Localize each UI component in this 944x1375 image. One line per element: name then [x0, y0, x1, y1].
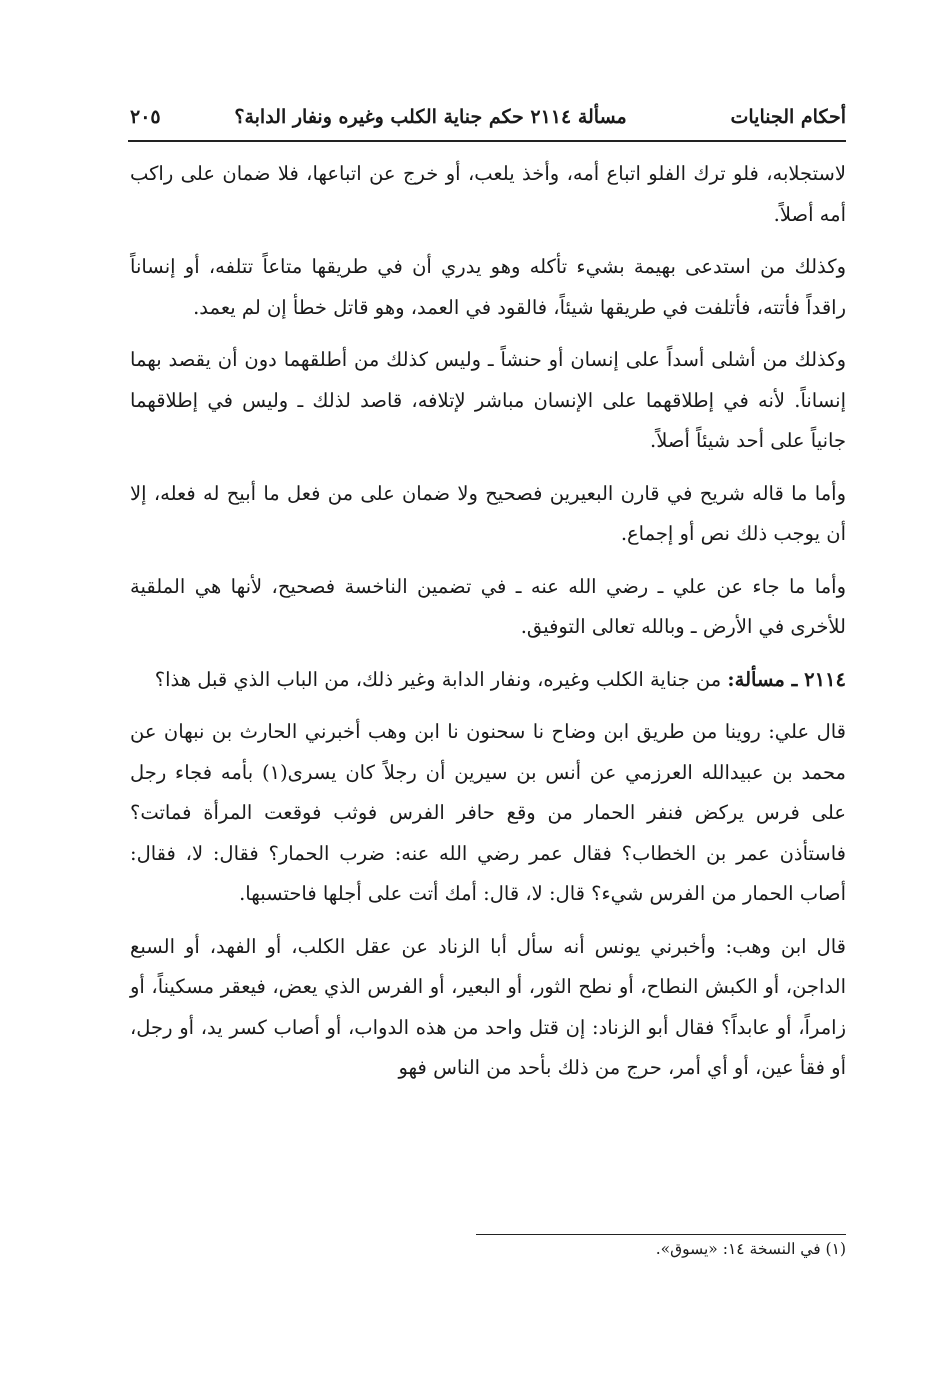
header-section-title: مسألة ٢١١٤ حكم جناية الكلب وغيره ونفار الدابة؟	[234, 106, 627, 128]
page-body	[130, 154, 846, 1101]
header-rule	[128, 140, 846, 142]
page-number: ٢٠٥	[130, 106, 161, 128]
paragraph: وأما ما قاله شريح في قارن البعيرين فصحيح ولا ضمان على من فعل ما أبيح له فعله، إلا أن يوجب ذلك نص أو إجماع.	[130, 481, 846, 545]
running-header	[130, 100, 846, 134]
header-book-title: أحكام الجنايات	[730, 106, 846, 128]
paragraph: قال علي: روينا من طريق ابن وضاح نا سحنون نا ابن وهب أخبرني الحارث بن نبهان عن محمد بن عبيدالله العرزمي عن أنس بن سيرين أن رجلاً كان يسرى(١) بأمه فجاء رجل على فرس يركض فنفر الحمار من وقع حافر الفرس فوثب فوقعت المرأة فماتت؟ فاستأذن عمر بن الخطاب؟ فقال عمر رضي الله عنه: ضرب الحمار؟ فقال: لا، فقال: أصاب الحمار من الفرس شيء؟ قال: لا، قال: أمك أتت على أجلها فاحتسبها.	[130, 720, 846, 905]
paragraph: وكذلك من استدعى بهيمة بشيء تأكله وهو يدري أن في طريقها متاعاً تتلفه، أو إنساناً راقداً فأتته، فأتلفت في طريقها شيئاً، فالقود في العمد، وهو قاتل خطأ إن لم يعمد.	[130, 255, 846, 319]
footnote-rule	[476, 1234, 846, 1235]
issue-number: ٢١١٤ ـ مسألة:	[727, 667, 846, 691]
issue-paragraph	[130, 660, 846, 701]
footnote: (١) في النسخة ١٤: «يسوق».	[655, 1240, 846, 1258]
paragraph: وكذلك من أشلى أسداً على إنسان أو حنشاً ـ وليس كذلك من أطلقهما دون أن يقصد بهما إنساناً. لأنه في إطلاقهما على الإنسان مباشر لإتلافه، قاصد لذلك ـ وليس في إطلاقهما جانياً على أحد شيئاً أصلاً.	[130, 348, 846, 452]
paragraph: وأما ما جاء عن علي ـ رضي الله عنه ـ في تضمين الناخسة فصحيح، لأنها هي الملقية للأخرى في الأرض ـ وبالله تعالى التوفيق.	[130, 574, 846, 638]
paragraph: لاستجلابه، فلو ترك الفلو اتباع أمه، وأخذ يلعب، أو خرج عن اتباعها، فلا ضمان على راكب أمه أصلاً.	[130, 162, 846, 226]
issue-text: من جناية الكلب وغيره، ونفار الدابة وغير ذلك، من الباب الذي قبل هذا؟	[154, 667, 728, 691]
paragraph: قال ابن وهب: وأخبرني يونس أنه سأل أبا الزناد عن عقل الكلب، أو الفهد، أو السبع الداجن، أو الكبش النطاح، أو نطح الثور، أو البعير، أو الفرس الذي يعض، فيعقر مسكيناً، أو زامراً، أو عابداً؟ فقال أبو الزناد: إن قتل واحد من هذه الدواب، أو أصاب كسر يد، أو رجل، أو فقأ عين، أو أي أمر، حرج من ذلك بأحد من الناس فهو	[130, 934, 846, 1079]
